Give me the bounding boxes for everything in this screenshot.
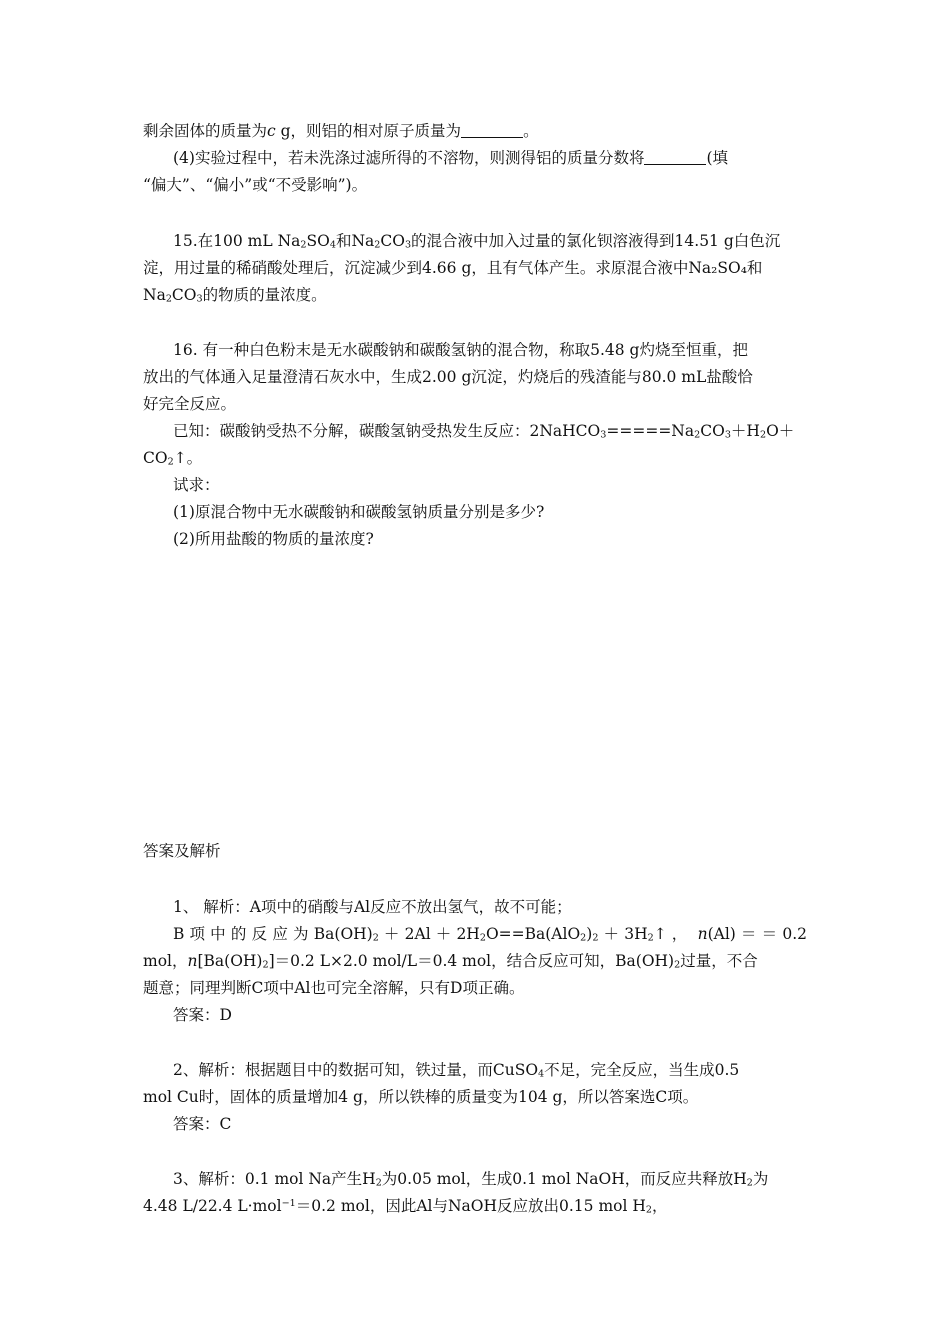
answer-2 [143, 1057, 807, 1138]
q14-line-1: 剩余固体的质量为c g，则铝的相对原子质量为 。 [143, 122, 539, 140]
a3-line-1: 3、解析：0.1 mol Na产生$H_2$为0.05 mol，生成0.1 mol NaOH，而反应共释放$H_2$为 [173, 1170, 769, 1189]
q16-line-3: 好完全反应。 [143, 395, 237, 413]
answer-3 [143, 1166, 807, 1220]
q14-line-3: “偏大”、“偏小”或“不受影响”)。 [143, 176, 368, 194]
a3-line-2: 4.48 L/22.4 L·mol$^{-1}$＝0.2 mol，因此Al与NaOH反应放出0.15 mol $H_2$， [143, 1197, 668, 1216]
q16-line-1: 16. 有一种白色粉末是无水碳酸钠和碳酸氢钠的混合物，称取5.48 g灼烧至恒重，把 [173, 341, 748, 359]
a2-line-1: 2、解析：根据题目中的数据可知，铁过量，而CuSO$_4$不足，完全反应，当生成0.5 [173, 1061, 740, 1080]
question-16 [143, 337, 807, 553]
q15-line-2: 淀，用过量的稀硝酸处理后，沉淀减少到4.66 g，且有气体产生。求原混合液中Na₂SO₄和 [143, 259, 763, 277]
q16-line-4: 已知：碳酸钠受热不分解，碳酸氢钠受热发生反应：$2NaHCO_3=====Na_2CO_3+H_2O+$ [173, 422, 795, 441]
answer-blank [644, 149, 706, 166]
q16-line-5: $CO_2↑$。 [143, 449, 203, 468]
question-15 [143, 228, 807, 309]
answer-1 [143, 894, 807, 1029]
a1-line-2: B 项 中 的 反 应 为 $Ba(OH)_2 + 2Al + 2H_2O==Ba(AlO_2)_2$ ＋ $3H_2↑$ ， n(Al) ＝ ＝ 0.2 [173, 925, 807, 944]
q16-line-6: 试求： [173, 476, 220, 494]
answer-blank [461, 122, 523, 139]
a2-line-3: 答案：C [173, 1115, 232, 1133]
q15-line-1: 15.在100 mL $Na_2SO_4$和$Na_2CO_3$的混合液中加入过量的氯化钡溶液得到14.51 g白色沉 [173, 232, 781, 251]
a1-line-1: 1、 解析：A项中的硝酸与Al反应不放出氢气，故不可能； [173, 898, 572, 916]
q16-line-2: 放出的气体通入足量澄清石灰水中，生成2.00 g沉淀，灼烧后的残渣能与80.0 mL盐酸恰 [143, 368, 753, 386]
q16-line-8: (2)所用盐酸的物质的量浓度? [173, 530, 374, 548]
answers-heading: 答案及解析 [143, 842, 221, 860]
a2-line-2: mol Cu时，固体的质量增加4 g，所以铁棒的质量变为104 g，所以答案选C项。 [143, 1088, 699, 1106]
q14-line-2: (4)实验过程中，若未洗涤过滤所得的不溶物，则测得铝的质量分数将 (填 [173, 149, 729, 167]
question-14-continued [143, 118, 807, 199]
q16-line-7: (1)原混合物中无水碳酸钠和碳酸氢钠质量分别是多少? [173, 503, 545, 521]
a1-line-3: mol，$n[Ba(OH)_2]=0.2$ L×2.0 mol/L＝0.4 mol，结合反应可知，$Ba(OH)_2$过量，不合 [143, 952, 758, 971]
a1-line-5: 答案：D [173, 1006, 232, 1024]
q15-line-3: $Na_2CO_3$的物质的量浓度。 [143, 286, 327, 305]
a1-line-4: 题意；同理判断C项中Al也可完全溶解，只有D项正确。 [143, 979, 525, 997]
